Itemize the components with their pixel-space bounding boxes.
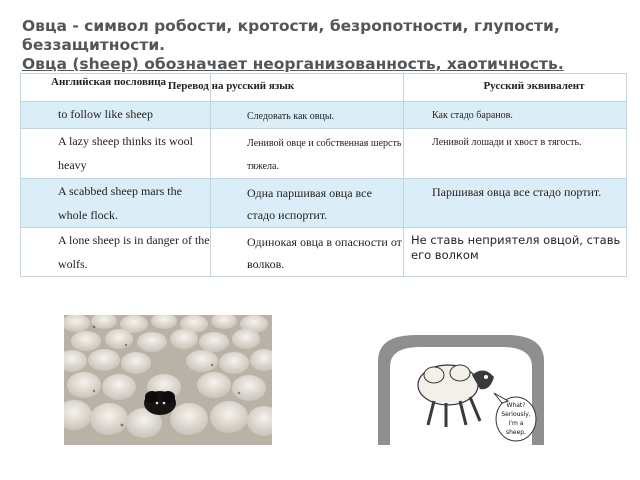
header-translation: Перевод на русский язык <box>211 74 404 102</box>
equivalent: Паршивая овца все стадо портит. <box>404 179 627 228</box>
equivalent: Как стадо баранов. <box>404 102 627 129</box>
speech-line-3: I'm a <box>508 420 524 427</box>
translation: Одинокая овца в опасности от волков. <box>211 228 404 277</box>
title-line-2: Овца (sheep) обозначает неорганизованность, хаотичность. <box>22 55 564 73</box>
table-row <box>21 102 627 129</box>
speech-line-4: sheep. <box>505 429 527 436</box>
title-line-1: Овца - символ робости, кротости, безропотности, глупости, беззащитности. <box>22 17 560 54</box>
table-row <box>21 179 627 228</box>
header-equivalent: Русский эквивалент <box>404 74 627 102</box>
equivalent: Ленивой лошади и хвост в тягость. <box>404 129 627 179</box>
proverbs-table <box>20 73 627 277</box>
english-proverb: A lone sheep is in danger of the wolfs. <box>21 228 211 277</box>
english-proverb: to follow like sheep <box>21 102 211 129</box>
english-proverb: A scabbed sheep mars the whole flock. <box>21 179 211 228</box>
extra-note: Не ставь неприятеля овцой, ставь его волком <box>404 228 627 277</box>
table-row <box>21 228 627 277</box>
translation: Ленивой овце и собственная шерсть тяжела. <box>211 129 404 179</box>
cartoon-sheep-image <box>376 333 546 445</box>
translation: Одна паршивая овца все стадо испортит. <box>211 179 404 228</box>
speech-line-1: What? <box>506 402 526 409</box>
translation: Следовать как овцы. <box>211 102 404 129</box>
table-row <box>21 129 627 179</box>
sheep-flock-image <box>64 315 272 445</box>
english-proverb: A lazy sheep thinks its wool heavy <box>21 129 211 179</box>
speech-line-2: Seriously, <box>501 411 531 418</box>
table-header-row <box>21 74 627 102</box>
header-english: Английская пословица <box>21 74 211 102</box>
page-title <box>22 17 622 74</box>
